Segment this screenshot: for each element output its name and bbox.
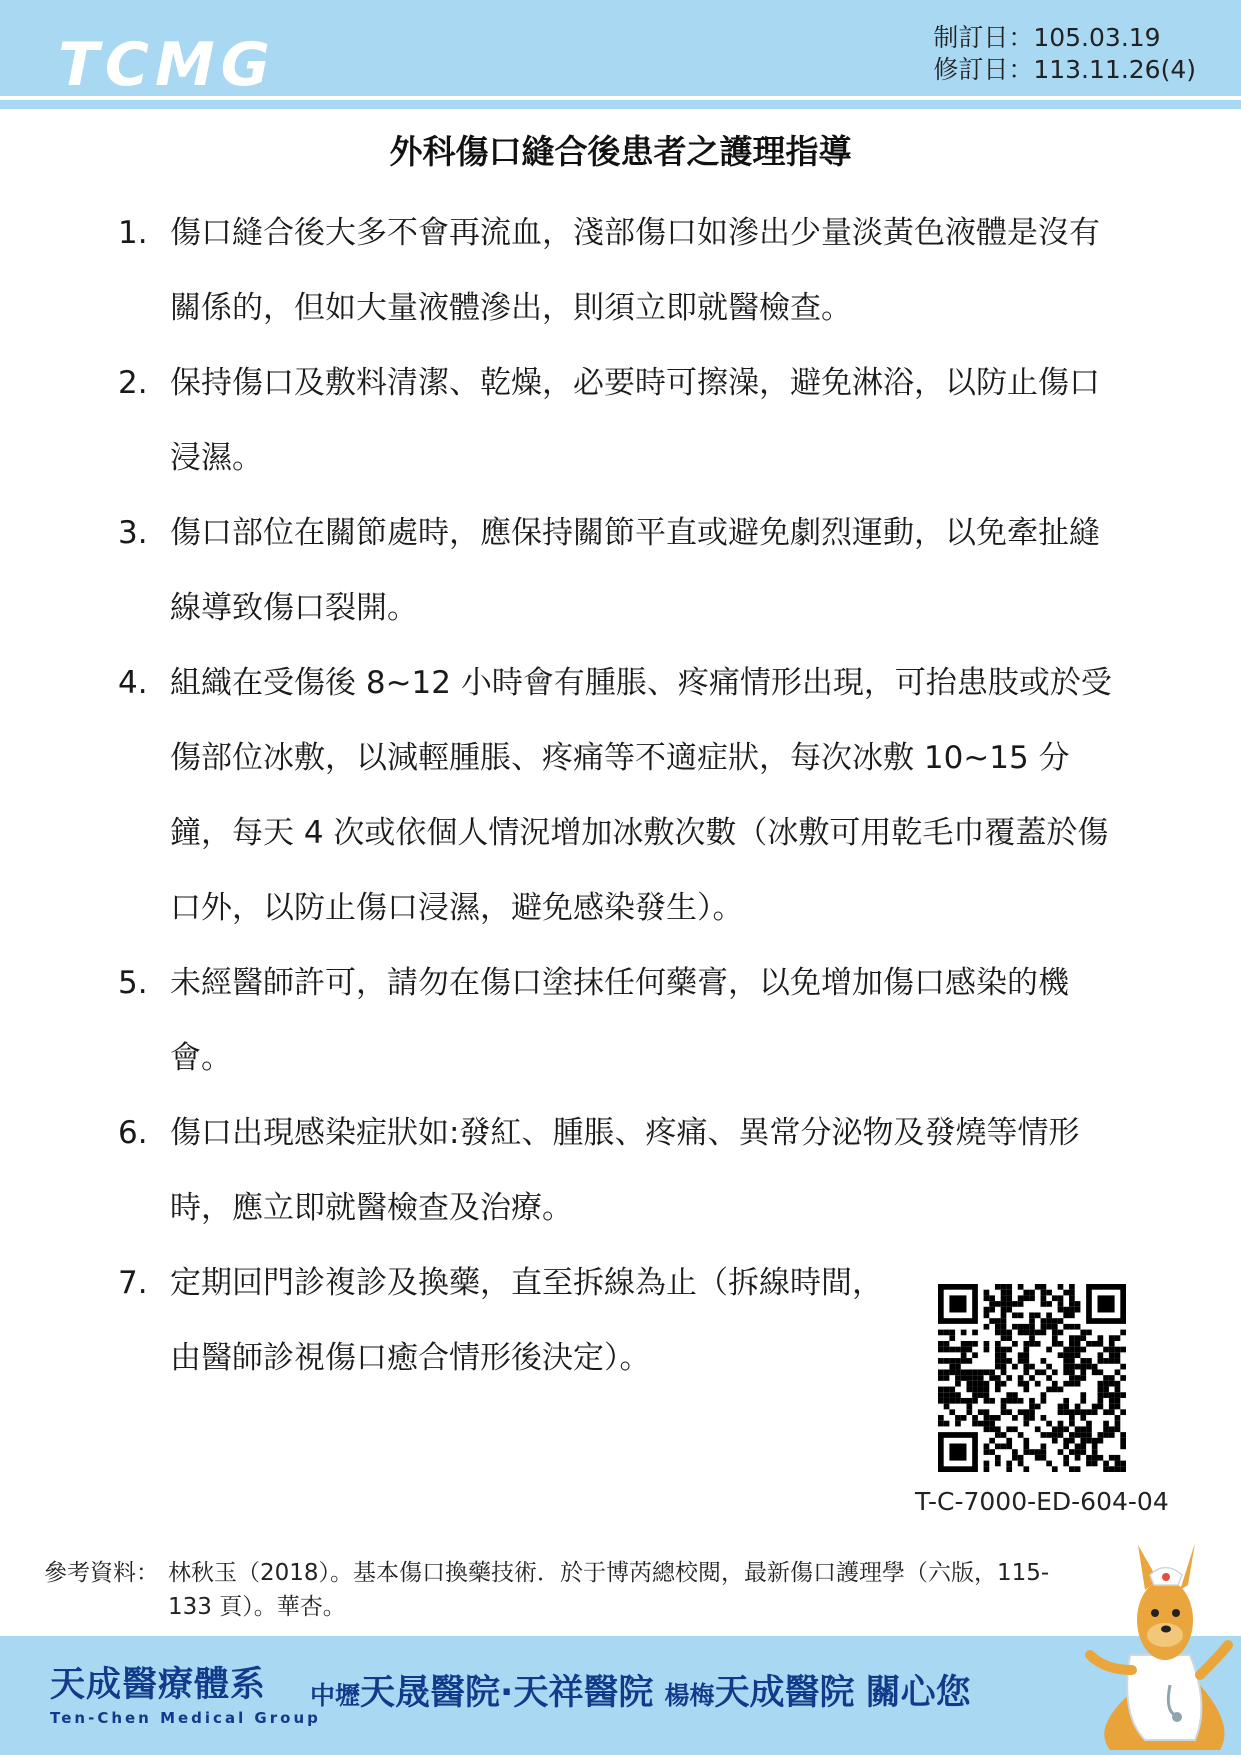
item-number: 2. — [118, 365, 148, 401]
location-zhongli: 中壢 — [310, 1681, 361, 1710]
list-item — [118, 496, 1118, 646]
item-number: 5. — [118, 965, 148, 1001]
reference-block — [44, 1556, 1084, 1624]
item-text: 組織在受傷後 8~12 小時會有腫脹、疼痛情形出現，可抬患肢或於受傷部位冰敷，以減輕腫脹、疼痛等不適症狀，每次冰敷 10~15 分鐘，每天 4 次或依個人情況增加冰敷次數（冰敷可用乾毛巾覆蓋於傷口外，以防止傷口浸濕，避免感染發生）。 — [170, 665, 1112, 926]
item-text: 傷口部位在關節處時，應保持關節平直或避免劇烈運動，以免牽扯縫線導致傷口裂開。 — [170, 515, 1100, 626]
list-item — [118, 646, 1118, 946]
item-number: 4. — [118, 665, 148, 701]
reference-text: 林秋玉（2018）。基本傷口換藥技術．於于博芮總校閱，最新傷口護理學（六版，115-133 頁）。華杏。 — [168, 1560, 1050, 1620]
group-name: 天成醫療體系 — [50, 1665, 267, 1705]
hospital-tianxiang: 天祥醫院 — [513, 1673, 654, 1713]
document-code: T-C-7000-ED-604-04 — [915, 1487, 1169, 1516]
page-title: 外科傷口縫合後患者之護理指導 — [389, 132, 852, 171]
revised-label: 修訂日： — [933, 55, 1034, 84]
slogan-text: 關心您 — [865, 1673, 971, 1713]
separator-dot: · — [500, 1673, 514, 1713]
item-text: 傷口縫合後大多不會再流血，淺部傷口如滲出少量淡黃色液體是沒有關係的，但如大量液體滲出，則須立即就醫檢查。 — [170, 215, 1100, 326]
item-number: 7. — [118, 1265, 148, 1301]
list-item — [118, 196, 1118, 346]
location-yangmei: 楊梅 — [664, 1681, 715, 1710]
kangaroo-mascot-icon — [1070, 1535, 1240, 1755]
group-name-en: Ten-Chen Medical Group — [50, 1709, 321, 1727]
item-text: 保持傷口及敷料清潔、乾燥，必要時可擦澡，避免淋浴，以防止傷口浸濕。 — [170, 365, 1100, 476]
item-text: 未經醫師許可，請勿在傷口塗抹任何藥膏，以免增加傷口感染的機會。 — [170, 965, 1069, 1076]
established-date: 105.03.19 — [1033, 23, 1161, 52]
hospital-slogan — [310, 1670, 971, 1722]
established-date-row — [933, 22, 1196, 54]
revised-date-row — [933, 54, 1196, 86]
revision-dates — [933, 22, 1196, 86]
item-text: 定期回門診複診及換藥，直至拆線為止（拆線時間，由醫師診視傷口癒合情形後決定）。 — [170, 1265, 883, 1376]
reference-label: 參考資料： — [44, 1560, 159, 1586]
established-label: 制訂日： — [933, 23, 1034, 52]
list-item — [118, 1096, 1118, 1246]
item-text: 傷口出現感染症狀如:發紅、腫脹、疼痛、異常分泌物及發燒等情形時，應立即就醫檢查及治療。 — [170, 1115, 1080, 1226]
qr-code[interactable] — [938, 1284, 1126, 1472]
item-number: 3. — [118, 515, 148, 551]
instruction-list — [118, 196, 1118, 1396]
item-number: 6. — [118, 1115, 148, 1151]
item-number: 1. — [118, 215, 148, 251]
hospital-tiancheng: 天成醫院 — [714, 1673, 855, 1713]
header-divider — [0, 100, 1241, 109]
revised-date: 113.11.26(4) — [1033, 55, 1196, 84]
list-item — [118, 946, 1118, 1096]
hospital-tiansheng: 天晟醫院 — [360, 1673, 501, 1713]
list-item — [118, 346, 1118, 496]
header-band — [0, 0, 1241, 100]
tcmg-logo: TCMG — [58, 30, 276, 100]
